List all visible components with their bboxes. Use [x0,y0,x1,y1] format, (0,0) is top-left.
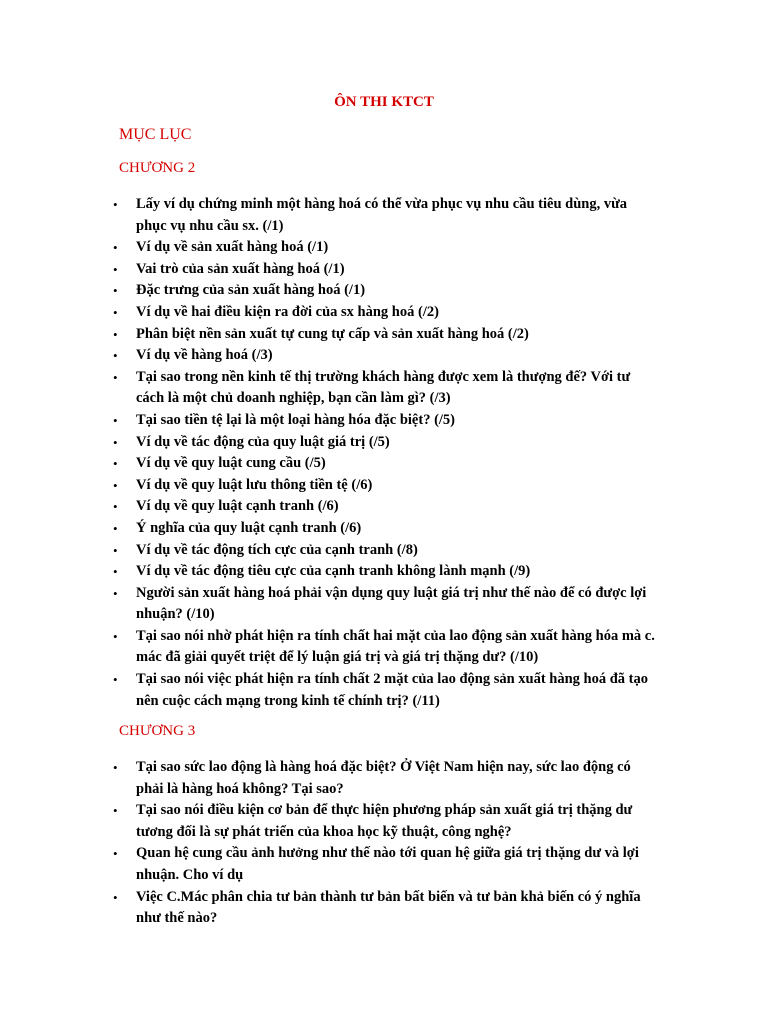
question-text: Ví dụ về sản xuất hàng hoá (/1) [136,239,329,256]
list-item [113,432,658,454]
question-text: Tại sao tiền tệ lại là một loại hàng hóa đặc biệt? (/5) [136,411,455,428]
chapter-3-question-list [113,757,658,930]
list-item [113,887,658,930]
bullet-icon: • [113,348,118,364]
list-item [113,518,658,540]
bullet-icon: • [113,520,118,536]
question-text: Tại sao nói nhờ phát hiện ra tính chất hai mặt của lao động sản xuất hàng hóa mà c. mác đã giải quyết triệt để lý luận giá trị và giá trị thặng dư? (/10) [136,627,655,666]
bullet-icon: • [113,434,118,450]
question-text: Ví dụ về quy luật cạnh tranh (/6) [136,498,339,515]
list-item [113,540,658,562]
bullet-icon: • [113,412,118,428]
question-text: Quan hệ cung cầu ảnh hưởng như thế nào tới quan hệ giữa giá trị thặng dư và lợi nhuận. Cho ví dụ [136,845,639,883]
bullet-icon: • [113,326,118,342]
question-text: Ví dụ về hai điều kiện ra đời của sx hàng hoá (/2) [136,303,439,320]
list-item [113,475,658,497]
bullet-icon: • [113,240,118,256]
question-text: Phân biệt nền sản xuất tự cung tự cấp và sản xuất hàng hoá (/2) [136,325,529,342]
list-item [113,453,658,475]
question-text: Tại sao nói việc phát hiện ra tính chất 2 mặt của lao động sản xuất hàng hoá đã tạo nên cuộc cách mạng trong kinh tế chính trị? (/11) [136,671,649,709]
bullet-icon: • [113,542,118,558]
bullet-icon: • [113,197,118,212]
question-text: Ví dụ về quy luật cung cầu (/5) [136,455,326,472]
bullet-icon: • [113,760,118,775]
table-of-contents-heading: MỤC LỤC [119,126,192,143]
document-title: ÔN THI KTCT [334,94,434,110]
question-text: Tại sao nói điều kiện cơ bản để thực hiện phương pháp sản xuất giá trị thặng dư tương đối là sự phát triển của khoa học kỹ thuật, công nghệ? [136,802,633,840]
question-text: Ví dụ về quy luật lưu thông tiền tệ (/6) [136,476,373,493]
bullet-icon: • [113,889,118,905]
list-item [113,410,658,432]
list-item [113,561,658,583]
list-item [113,583,658,626]
chapter-2-question-list [113,194,658,712]
bullet-icon: • [113,672,118,688]
bullet-icon: • [113,585,118,601]
question-text: Ví dụ về hàng hoá (/3) [136,347,273,364]
question-text: Đặc trưng của sản xuất hàng hoá (/1) [136,282,366,299]
bullet-icon: • [113,456,118,472]
bullet-icon: • [113,564,118,580]
list-item [113,259,658,281]
question-text: Tại sao trong nền kinh tế thị trường khách hàng được xem là thượng đế? Với tư cách là một chủ doanh nghiệp, bạn cần làm gì? (/3) [136,368,631,407]
bullet-icon: • [113,499,118,515]
question-text: Ý nghĩa của quy luật cạnh tranh (/6) [136,519,362,536]
list-item [113,237,658,259]
bullet-icon: • [113,261,118,277]
chapter-2-heading: CHƯƠNG 2 [119,160,196,176]
list-item [113,626,658,669]
chapter-3-heading: CHƯƠNG 3 [119,723,196,739]
bullet-icon: • [113,477,118,493]
bullet-icon: • [113,628,118,644]
list-item [113,302,658,324]
question-text: Ví dụ về tác động của quy luật giá trị (/5) [136,433,390,450]
bullet-icon: • [113,369,118,385]
question-text: Lấy ví dụ chứng minh một hàng hoá có thể vừa phục vụ nhu cầu tiêu dùng, vừa phục vụ nhu cầu sx. (/1) [136,196,628,234]
bullet-icon: • [113,846,118,862]
question-text: Việc C.Mác phân chia tư bản thành tư bản bất biến và tư bản khả biến có ý nghĩa như thế nào? [136,888,641,927]
question-text: Ví dụ về tác động tích cực của cạnh tranh (/8) [136,541,418,558]
bullet-icon: • [113,304,118,320]
list-item [113,324,658,346]
list-item [113,757,658,800]
bullet-icon: • [113,283,118,299]
question-text: Tại sao sức lao động là hàng hoá đặc biệt? Ở Việt Nam hiện nay, sức lao động có phải là hàng hoá không? Tại sao? [136,759,631,797]
bullet-icon: • [113,803,118,819]
list-item [113,280,658,302]
list-item [113,345,658,367]
question-text: Người sản xuất hàng hoá phải vận dụng quy luật giá trị như thế nào để có được lợi nhuận? (/10) [136,584,647,623]
list-item [113,496,658,518]
list-item [113,367,658,410]
list-item [113,800,658,843]
question-text: Vai trò của sản xuất hàng hoá (/1) [136,260,345,277]
list-item [113,194,658,237]
list-item [113,843,658,886]
question-text: Ví dụ về tác động tiêu cực của cạnh tranh không lành mạnh (/9) [136,563,531,580]
list-item [113,669,658,712]
